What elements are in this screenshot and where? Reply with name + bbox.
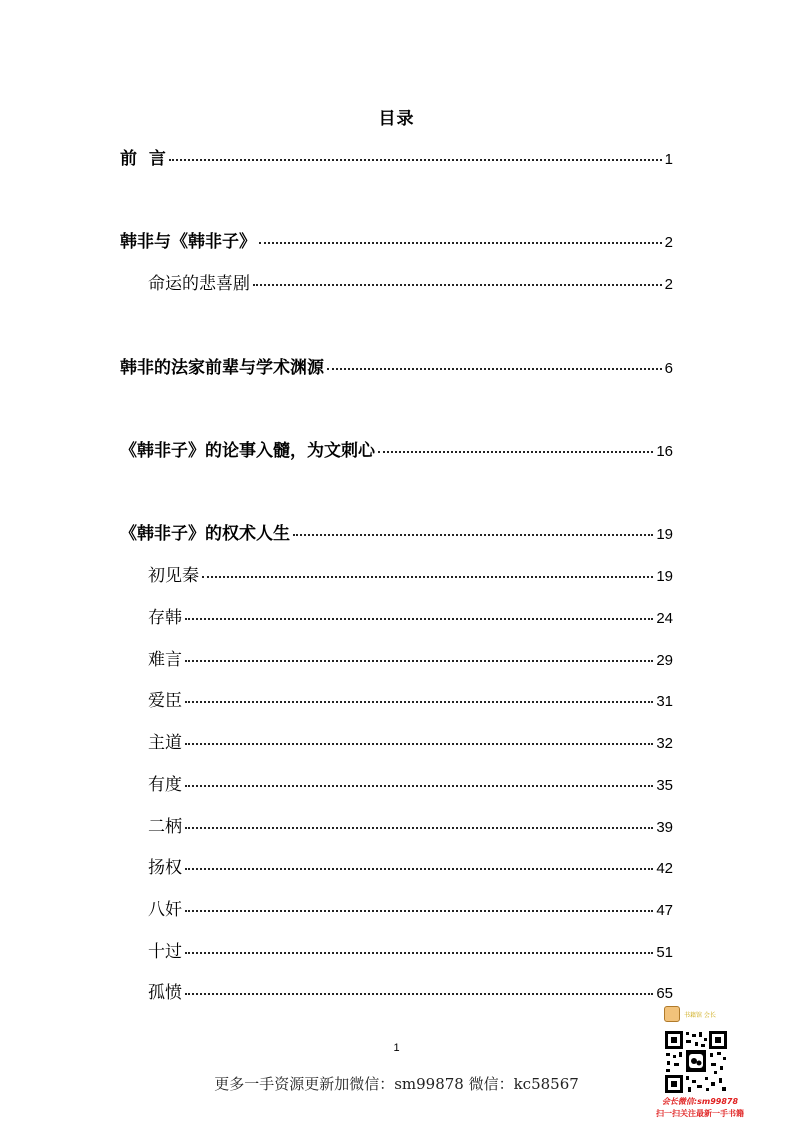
dot-leader	[327, 367, 662, 370]
qr-caption-scan: 扫一扫关注最新一手书籍	[656, 1109, 744, 1118]
toc-entry-label: 孤愤	[148, 983, 182, 1003]
toc-entry[interactable]	[148, 980, 673, 1006]
qr-header-text: 书籍馆 会长	[684, 1011, 716, 1019]
toc-entry-page: 35	[656, 777, 673, 794]
toc-entry-page: 6	[664, 360, 673, 377]
toc-entry[interactable]	[148, 855, 673, 881]
avatar-icon	[664, 1006, 680, 1022]
toc-entry[interactable]	[148, 939, 673, 965]
toc-entry[interactable]	[120, 438, 673, 464]
toc-entry-label: 命运的悲喜剧	[148, 274, 250, 294]
toc-entry-page: 1	[664, 151, 673, 168]
toc-entry[interactable]	[120, 146, 673, 172]
toc-entry-page: 31	[656, 693, 673, 710]
toc-entry[interactable]	[148, 730, 673, 756]
toc-entry-label: 存韩	[148, 608, 182, 628]
dot-leader	[259, 241, 662, 244]
qr-header	[664, 1006, 716, 1022]
toc-entry-label: 前 言	[120, 149, 166, 169]
dot-leader	[185, 951, 653, 954]
toc-entry-label: 韩非与《韩非子》	[120, 232, 256, 252]
toc-entry[interactable]	[148, 605, 673, 631]
dot-leader	[185, 909, 653, 912]
toc-entry-label: 十过	[148, 942, 182, 962]
toc-entry-page: 42	[656, 860, 673, 877]
toc-entry[interactable]	[148, 897, 673, 923]
dot-leader	[185, 826, 653, 829]
toc-entry-page: 65	[656, 985, 673, 1002]
dot-leader	[185, 742, 653, 745]
toc-entry-page: 51	[656, 944, 673, 961]
toc-entry[interactable]	[148, 688, 673, 714]
dot-leader	[378, 450, 653, 453]
toc-entry-page: 24	[656, 610, 673, 627]
toc-entry-label: 二柄	[148, 817, 182, 837]
page-number: 1	[393, 1042, 400, 1054]
dot-leader	[253, 283, 662, 286]
footer-contact-text: 更多一手资源更新加微信：sm99878 微信：kc58567	[214, 1075, 579, 1093]
toc-entry-label: 主道	[148, 733, 182, 753]
toc-entry-label: 爱臣	[148, 691, 182, 711]
toc-entry-label: 八奸	[148, 900, 182, 920]
dot-leader	[293, 533, 653, 536]
toc-entry-page: 16	[656, 443, 673, 460]
dot-leader	[185, 659, 653, 662]
toc-entry-page: 2	[664, 276, 673, 293]
qr-code-icon	[664, 1030, 728, 1094]
toc-entry-page: 39	[656, 819, 673, 836]
toc-entry-label: 初见秦	[148, 566, 199, 586]
page-title: 目录	[378, 109, 415, 129]
toc-entry-page: 19	[656, 568, 673, 585]
toc-entry-label: 《韩非子》的权术人生	[120, 524, 290, 544]
toc-entry-page: 32	[656, 735, 673, 752]
toc-entry-label: 有度	[148, 775, 182, 795]
toc-entry-label: 扬权	[148, 858, 182, 878]
toc-entry-page: 29	[656, 652, 673, 669]
toc-entry[interactable]	[148, 772, 673, 798]
toc-entry[interactable]	[148, 563, 673, 589]
dot-leader	[185, 700, 653, 703]
toc-entry-page: 19	[656, 526, 673, 543]
qr-caption-wechat: 会长微信:sm99878	[661, 1097, 739, 1106]
toc-entry[interactable]	[148, 647, 673, 673]
toc-entry-page: 2	[664, 234, 673, 251]
toc-entry-label: 韩非的法家前辈与学术渊源	[120, 358, 324, 378]
dot-leader	[185, 617, 653, 620]
dot-leader	[185, 992, 653, 995]
toc-entry[interactable]	[148, 271, 673, 297]
toc-entry[interactable]	[120, 521, 673, 547]
dot-leader	[202, 575, 653, 578]
dot-leader	[185, 784, 653, 787]
toc-entry[interactable]	[148, 814, 673, 840]
toc-entry[interactable]	[120, 355, 673, 381]
qr-promo-badge[interactable]	[640, 1004, 760, 1118]
toc-entry-label: 《韩非子》的论事入髓，为文刺心	[120, 441, 375, 461]
dot-leader	[185, 867, 653, 870]
toc-entry-page: 47	[656, 902, 673, 919]
toc-entry[interactable]	[120, 229, 673, 255]
dot-leader	[169, 158, 662, 161]
toc-entry-label: 难言	[148, 650, 182, 670]
